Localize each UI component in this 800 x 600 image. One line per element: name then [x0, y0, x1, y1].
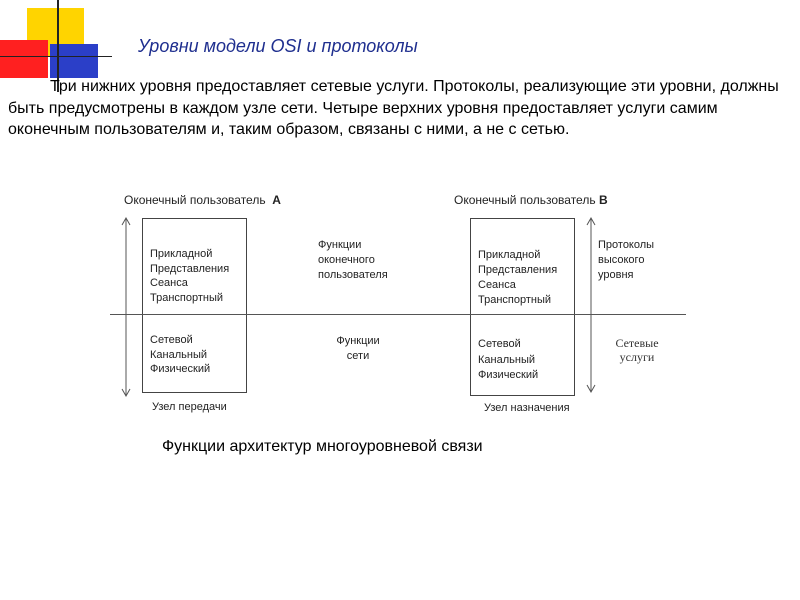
layer-label: Сеанса	[150, 277, 188, 289]
diagram-caption: Функции архитектур многоуровневой связи	[162, 438, 483, 455]
end-user-b-label: Оконечный пользователь B	[454, 193, 608, 207]
layer-label: Сетевой	[150, 334, 193, 346]
layer-label: Физический	[150, 363, 211, 375]
network-services-label: Сетевые услуги	[615, 336, 659, 364]
layer-label: Канальный	[150, 348, 207, 361]
destination-node-label: Узел назначения	[484, 402, 570, 414]
layer-label: Сеанса	[478, 279, 516, 291]
intro-text: Три нижних уровня предоставляет сетевые услуги. Протоколы, реализующие эти уровни, должны быть предусмотрены в каждом узле сети. Четыре верхних уровня предоставляет услуги самим оконечным пользователям и, таким образом, связаны с ними, а не с сетью.	[8, 78, 779, 138]
source-upper-layers	[150, 247, 229, 305]
destination-upper-layers	[478, 248, 557, 308]
decor-horizontal-line	[0, 56, 112, 57]
destination-lower-layers	[478, 337, 538, 384]
layer-label: Представления	[150, 262, 230, 275]
layer-label: Физический	[478, 369, 539, 381]
left-span-arrow	[119, 216, 133, 398]
layer-label: Транспортный	[150, 291, 224, 304]
end-user-functions-label: Функции оконечного пользователя	[318, 239, 388, 281]
layer-label: Канальный	[478, 353, 535, 366]
decor-square-red	[0, 40, 48, 78]
layer-label: Сетевой	[478, 338, 521, 350]
end-user-a-label: Оконечный пользователь A	[124, 193, 281, 207]
network-functions-label: Функции сети	[336, 335, 380, 362]
intro-paragraph	[8, 76, 798, 141]
right-span-arrow	[584, 216, 598, 394]
layer-label: Представления	[478, 264, 558, 276]
layer-divider-line	[110, 314, 686, 315]
layer-label: Транспортный	[478, 294, 552, 306]
page-title: Уровни модели OSI и протоколы	[138, 36, 418, 56]
high-level-protocols-label: Протоколы высокого уровня	[598, 239, 655, 281]
layer-label: Прикладной	[478, 249, 541, 261]
layer-label: Прикладной	[150, 248, 213, 260]
source-lower-layers	[150, 333, 210, 377]
source-node-label: Узел передачи	[152, 401, 227, 413]
